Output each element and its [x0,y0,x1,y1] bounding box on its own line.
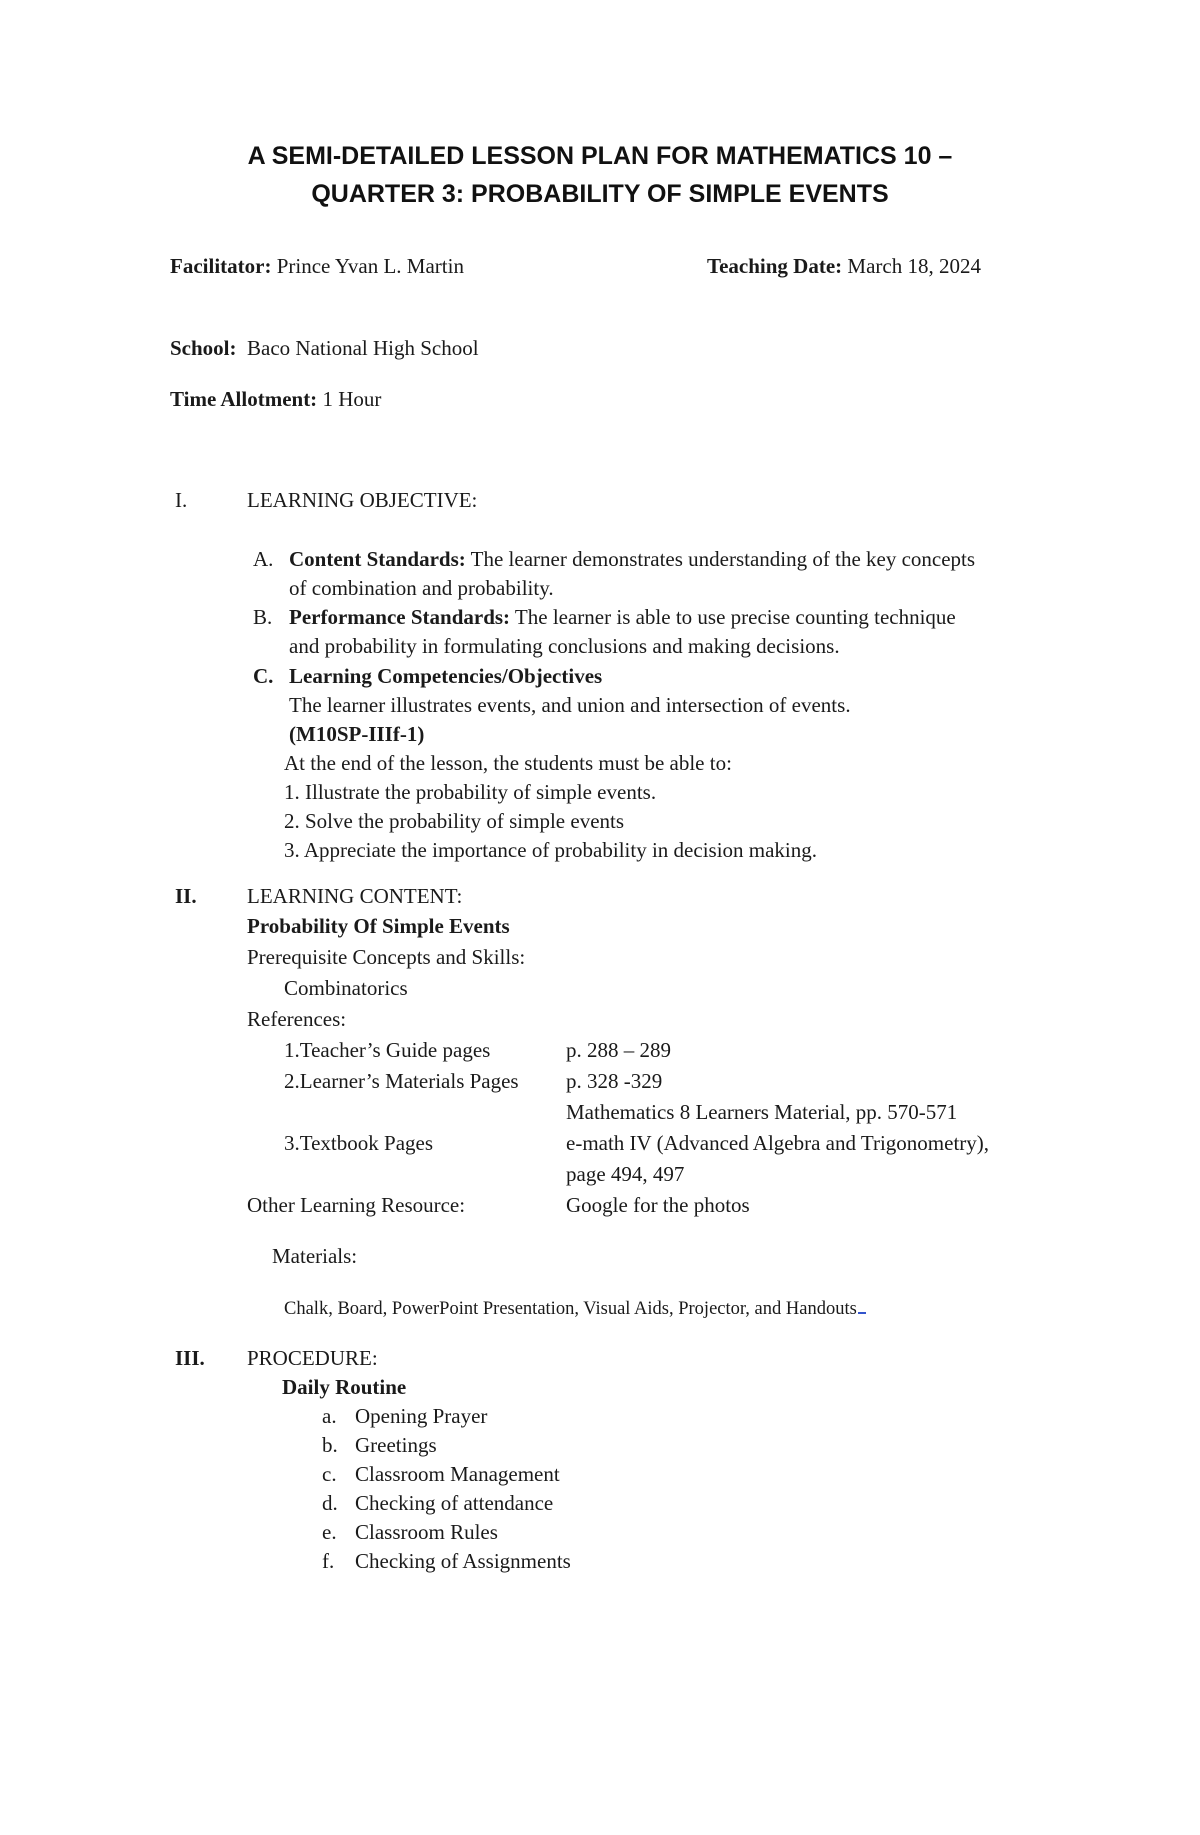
materials-label: Materials: [272,1244,358,1268]
reference-1-value: p. 288 – 289 [566,1038,671,1062]
school-line [170,336,479,361]
content-standards-label: Content Standards: [289,547,466,571]
facilitator-line [170,254,464,279]
objective-item: 2. Solve the probability of simple events [284,809,625,833]
routine-letter: d. [322,1491,338,1515]
routine-item: Classroom Management [355,1462,560,1486]
reference-2-value-extra: Mathematics 8 Learners Material, pp. 570-571 [566,1100,958,1124]
prerequisite-value: Combinatorics [284,976,408,1000]
reference-3-value-extra: page 494, 497 [566,1162,685,1186]
routine-item: Checking of Assignments [355,1549,571,1573]
school-value: Baco National High School [247,336,479,360]
performance-standards-label: Performance Standards: [289,605,511,629]
learning-competencies-label: Learning Competencies/Objectives [289,664,603,688]
section-2-heading: LEARNING CONTENT: [247,884,463,908]
performance-standards-text: The learner is able to use precise counting technique [514,605,956,629]
document-title-line-1: A SEMI-DETAILED LESSON PLAN FOR MATHEMATICS 10 – [247,142,953,170]
lesson-topic: Probability Of Simple Events [247,914,510,938]
time-allotment-value: 1 Hour [322,387,382,411]
learning-competencies-text: The learner illustrates events, and union and intersection of events. [289,693,851,717]
routine-letter: e. [322,1520,337,1544]
text-cursor-mark [858,1294,866,1314]
item-a-letter: A. [253,547,274,571]
content-standards-text: The learner demonstrates understanding of the key concepts [470,547,976,571]
routine-letter: a. [322,1404,337,1428]
daily-routine-heading: Daily Routine [282,1375,407,1399]
objective-item: 3. Appreciate the importance of probability in decision making. [284,838,818,862]
other-resource-label: Other Learning Resource: [247,1193,466,1217]
routine-item: Opening Prayer [355,1404,488,1428]
routine-item: Greetings [355,1433,437,1457]
time-allotment-label: Time Allotment: [170,387,318,411]
competency-code: (M10SP-IIIf-1) [289,722,425,746]
other-resource-value: Google for the photos [566,1193,750,1217]
content-standards-text-cont: of combination and probability. [289,576,554,600]
performance-standards-text-cont: and probability in formulating conclusions and making decisions. [289,634,840,658]
section-1-heading: LEARNING OBJECTIVE: [247,488,478,512]
facilitator-label: Facilitator: [170,254,272,278]
prerequisite-label: Prerequisite Concepts and Skills: [247,945,526,969]
routine-item: Checking of attendance [355,1491,554,1515]
routine-item: Classroom Rules [355,1520,498,1544]
objective-item: 1. Illustrate the probability of simple events. [284,780,657,804]
section-3-heading: PROCEDURE: [247,1346,378,1370]
section-1-numeral: I. [175,488,188,512]
facilitator-value: Prince Yvan L. Martin [276,254,464,278]
time-allotment-line [170,387,381,412]
routine-letter: c. [322,1462,337,1486]
teaching-date-label: Teaching Date: [707,254,843,278]
section-3-numeral: III. [175,1346,205,1370]
school-label: School: [170,336,237,360]
teaching-date-line [707,254,981,279]
routine-letter: b. [322,1433,338,1457]
document-title-line-2: QUARTER 3: PROBABILITY OF SIMPLE EVENTS [311,180,889,208]
reference-2-value: p. 328 -329 [566,1069,663,1093]
routine-letter: f. [322,1549,335,1573]
reference-2-label: 2.Learner’s Materials Pages [284,1069,519,1093]
content-standards [289,547,975,572]
teaching-date-value: March 18, 2024 [847,254,981,278]
section-2-numeral: II. [175,884,197,908]
performance-standards [289,605,956,630]
reference-3-value: e-math IV (Advanced Algebra and Trigonometry), [566,1131,990,1155]
reference-3-label: 3.Textbook Pages [284,1131,434,1155]
reference-1-label: 1.Teacher’s Guide pages [284,1038,491,1062]
item-b-letter: B. [253,605,273,629]
item-c-letter: C. [253,664,274,688]
references-label: References: [247,1007,347,1031]
objectives-intro: At the end of the lesson, the students must be able to: [284,751,732,775]
materials-line [284,1294,866,1320]
materials-value: Chalk, Board, PowerPoint Presentation, Visual Aids, Projector, and Handouts [284,1299,857,1319]
